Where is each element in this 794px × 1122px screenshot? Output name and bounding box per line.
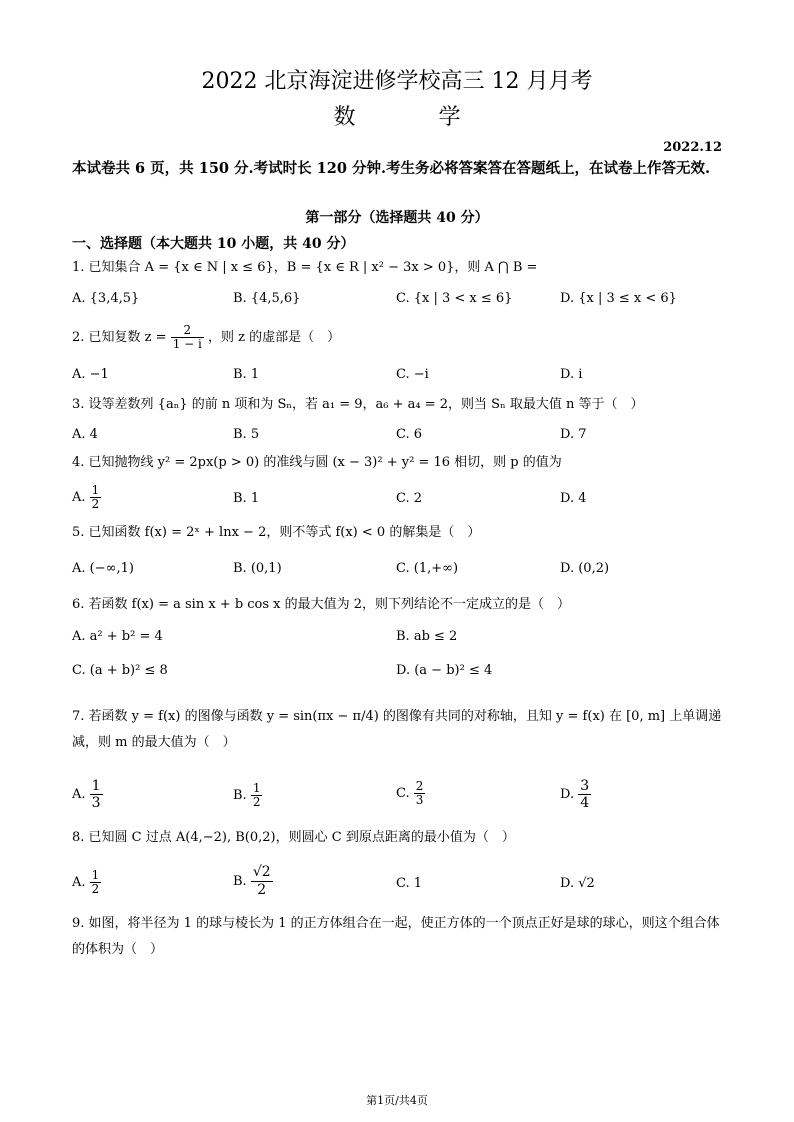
question-8-option-d: D. √2 (560, 876, 595, 891)
question-3-option-a: A. 4 (72, 427, 98, 442)
question-2-stem (72, 324, 340, 351)
exam-subject: 数 学 (333, 105, 499, 130)
question-5-stem: 5. 已知函数 f(x) = 2ˣ + lnx − 2，则不等式 f(x) < 0 的解集是（ ） (72, 525, 481, 540)
question-5-option-d: D. (0,2) (560, 561, 610, 576)
question-7-option-a (72, 778, 103, 811)
question-8-option-c: C. 1 (396, 876, 423, 891)
question-4-option-c: C. 2 (396, 491, 423, 506)
question-6-option-a: A. a² + b² = 4 (72, 629, 163, 644)
fraction-denominator: 2 (252, 795, 261, 809)
option-fraction (90, 778, 103, 811)
question-8-option-b (233, 864, 273, 899)
question-1-option-b: B. {4,5,6} (233, 291, 301, 306)
fraction-denominator: 1 − i (172, 337, 202, 351)
question-6-option-d: D. (a − b)² ≤ 4 (396, 663, 493, 678)
option-fraction (414, 780, 426, 807)
question-3-option-d: D. 7 (560, 427, 587, 442)
option-fraction (578, 778, 591, 811)
question-1-option-d: D. {x | 3 ≤ x < 6} (560, 291, 677, 306)
question-8-option-a (72, 869, 101, 896)
fraction-numerator: 2 (171, 324, 204, 338)
option-fraction (90, 484, 102, 511)
exam-notice: 本试卷共 6 页，共 150 分.考试时长 120 分钟.考生务必将答案答在答题纸上，在试卷上作答无效. (72, 160, 711, 177)
option-fraction (251, 864, 273, 899)
question-2-fraction (171, 324, 204, 351)
exam-title: 2022 北京海淀进修学校高三 12 月月考 (201, 69, 593, 94)
question-6-option-b: B. ab ≤ 2 (396, 629, 458, 644)
option-label: B. (233, 788, 247, 803)
question-8-stem: 8. 已知圆 C 过点 A(4,−2), B(0,2)，则圆心 C 到原点距离的最小值为（ ） (72, 830, 515, 845)
exam-date: 2022.12 (663, 140, 722, 155)
option-label: A. (72, 875, 86, 890)
fraction-numerator: 1 (91, 483, 100, 497)
fraction-denominator: 4 (580, 795, 590, 811)
question-2-option-a: A. −1 (72, 367, 109, 382)
fraction-numerator: 1 (91, 778, 101, 794)
question-2-option-c: C. −i (396, 367, 429, 382)
question-2-stem-before: 2. 已知复数 z = (72, 330, 167, 345)
question-3-option-c: C. 6 (396, 427, 423, 442)
fraction-denominator: 2 (91, 882, 100, 896)
option-label: C. (396, 786, 410, 801)
question-9-stem: 9. 如图，将半径为 1 的球与棱长为 1 的正方体组合在一起，使正方体的一个顶点正好是球的球心，则这个组合体的体积为（ ） (72, 916, 720, 957)
question-4-option-b: B. 1 (233, 491, 260, 506)
question-4-option-a (72, 484, 101, 511)
fraction-denominator: 2 (91, 497, 100, 511)
question-1-stem: 1. 已知集合 A = {x ∈ N | x ≤ 6}，B = {x ∈ R | x² − 3x > 0}，则 A ⋂ B = (72, 260, 538, 275)
option-label: A. (72, 490, 86, 505)
question-5-option-c: C. (1,+∞) (396, 561, 459, 576)
fraction-numerator: 1 (91, 868, 100, 882)
fraction-numerator: 1 (252, 781, 261, 795)
fraction-numerator: 2 (415, 779, 424, 793)
page-footer: 第1页/共4页 (366, 1094, 428, 1107)
question-4-stem: 4. 已知抛物线 y² = 2px(p > 0) 的准线与圆 (x − 3)² + y² = 16 相切，则 p 的值为 (72, 455, 562, 470)
question-1-option-c: C. {x | 3 < x ≤ 6} (396, 291, 513, 306)
fraction-numerator: √2 (252, 864, 271, 880)
question-2-stem-after: ，则 z 的虚部是（ ） (207, 330, 341, 345)
question-5-option-a: A. (−∞,1) (72, 561, 134, 576)
question-7-option-b (233, 782, 262, 809)
question-1-option-a: A. {3,4,5} (72, 291, 140, 306)
option-label: B. (233, 874, 247, 889)
question-7-option-c (396, 780, 425, 807)
question-2-option-d: D. i (560, 367, 583, 382)
option-label: A. (72, 787, 86, 802)
fraction-denominator: 3 (91, 795, 101, 811)
option-label: D. (560, 787, 575, 802)
part-title: 第一部分（选择题共 40 分） (305, 210, 489, 226)
fraction-denominator: 3 (415, 793, 424, 807)
fraction-denominator: 2 (257, 882, 267, 898)
question-2-option-b: B. 1 (233, 367, 260, 382)
question-3-option-b: B. 5 (233, 427, 260, 442)
question-7-option-d (560, 778, 591, 811)
fraction-numerator: 3 (580, 778, 590, 794)
question-6-option-c: C. (a + b)² ≤ 8 (72, 663, 168, 678)
question-6-stem: 6. 若函数 f(x) = a sin x + b cos x 的最大值为 2，则下列结论不一定成立的是（ ） (72, 597, 571, 612)
question-3-stem: 3. 设等差数列 {aₙ} 的前 n 项和为 Sₙ，若 a₁ = 9，a₆ + a₄ = 2，则当 Sₙ 取最大值 n 等于（ ） (72, 397, 644, 412)
option-fraction (90, 869, 102, 896)
option-fraction (251, 782, 263, 809)
section-title: 一、选择题（本大题共 10 小题，共 40 分） (72, 236, 355, 252)
question-5-option-b: B. (0,1) (233, 561, 282, 576)
question-4-option-d: D. 4 (560, 491, 587, 506)
question-7-stem: 7. 若函数 y = f(x) 的图像与函数 y = sin(πx − π/4) 的图像有共同的对称轴，且知 y = f(x) 在 [0, m] 上单调递减，则 m 的最大值为（ ） (72, 709, 722, 750)
